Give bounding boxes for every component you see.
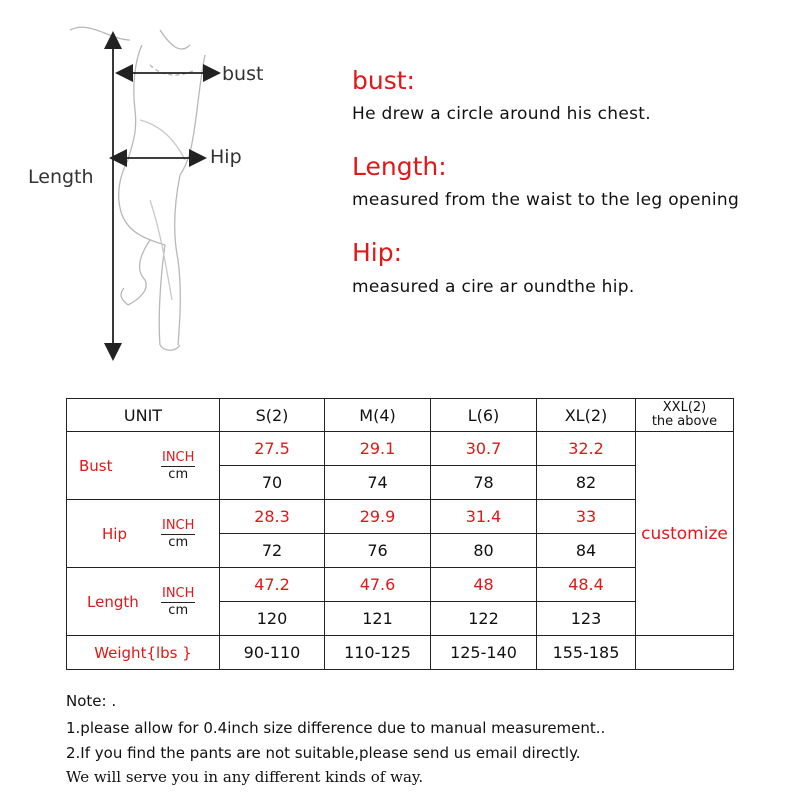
table-cell: 122	[431, 602, 537, 636]
table-header-row	[67, 399, 734, 432]
table-cell: 47.6	[325, 568, 431, 602]
bust-diagram-label: bust	[222, 63, 264, 85]
length-row-label	[67, 568, 220, 636]
empty-cell	[636, 636, 734, 670]
cm-unit: cm	[168, 534, 189, 550]
note-line-3: We will serve you in any different kinds of way.	[66, 768, 424, 786]
note-line-2: 2.If you find the pants are not suitable,please send us email directly.	[66, 744, 581, 762]
size-chart-table	[66, 398, 734, 670]
table-cell: 33	[537, 500, 636, 534]
xxl-header-line1: XXL(2)	[662, 400, 707, 415]
inch-unit: INCH	[162, 585, 195, 601]
table-cell: 120	[220, 602, 325, 636]
bust-row-label	[67, 432, 220, 500]
table-row	[67, 432, 734, 466]
bust-definition-title: bust:	[352, 66, 415, 95]
xxl-header	[636, 399, 734, 432]
note-line-1: 1.please allow for 0.4inch size difference due to manual measurement..	[66, 719, 606, 737]
table-cell: 30.7	[431, 432, 537, 466]
size-header: XL(2)	[537, 399, 636, 432]
row-name: Length	[87, 592, 139, 611]
body-sketch	[0, 0, 340, 375]
table-row	[67, 568, 734, 602]
size-header: S(2)	[220, 399, 325, 432]
table-cell: 78	[431, 466, 537, 500]
inch-unit: INCH	[162, 449, 195, 465]
cm-unit: cm	[168, 602, 189, 618]
length-definition-text: measured from the waist to the leg opening	[352, 190, 740, 210]
table-cell: 80	[431, 534, 537, 568]
table-cell: 27.5	[220, 432, 325, 466]
cm-unit: cm	[168, 466, 189, 482]
table-cell: 82	[537, 466, 636, 500]
table-cell: 74	[325, 466, 431, 500]
xxl-header-line2: the above	[651, 414, 718, 429]
table-row	[67, 500, 734, 534]
row-name: Bust	[79, 456, 113, 475]
table-cell: 47.2	[220, 568, 325, 602]
length-definition-title: Length:	[352, 152, 447, 181]
table-cell: 76	[325, 534, 431, 568]
hip-definition-title: Hip:	[352, 238, 403, 267]
hip-definition-text: measured a cire ar oundthe hip.	[352, 277, 635, 297]
table-cell: 32.2	[537, 432, 636, 466]
table-cell: 29.9	[325, 500, 431, 534]
bust-definition-text: He drew a circle around his chest.	[352, 104, 651, 124]
table-cell: 31.4	[431, 500, 537, 534]
table-cell: 28.3	[220, 500, 325, 534]
row-name: Hip	[102, 524, 127, 543]
size-header: M(4)	[325, 399, 431, 432]
weight-row	[67, 636, 734, 670]
table-cell: 125-140	[431, 636, 537, 670]
note-title: Note: .	[66, 692, 117, 710]
unit-indicator	[161, 586, 195, 618]
hip-diagram-label: Hip	[210, 146, 242, 168]
table-cell: 70	[220, 466, 325, 500]
table-cell: 121	[325, 602, 431, 636]
length-diagram-label: Length	[28, 166, 94, 188]
table-cell: 155-185	[537, 636, 636, 670]
table-cell: 48.4	[537, 568, 636, 602]
hip-row-label	[67, 500, 220, 568]
weight-label: Weight{lbs }	[67, 636, 220, 670]
table-cell: 84	[537, 534, 636, 568]
table-cell: 90-110	[220, 636, 325, 670]
table-cell: 72	[220, 534, 325, 568]
table-cell: 110-125	[325, 636, 431, 670]
unit-indicator	[161, 450, 195, 482]
inch-unit: INCH	[162, 517, 195, 533]
size-header: L(6)	[431, 399, 537, 432]
table-cell: 48	[431, 568, 537, 602]
customize-cell: customize	[636, 432, 734, 636]
unit-header: UNIT	[67, 399, 220, 432]
table-cell: 29.1	[325, 432, 431, 466]
unit-indicator	[161, 518, 195, 550]
table-cell: 123	[537, 602, 636, 636]
